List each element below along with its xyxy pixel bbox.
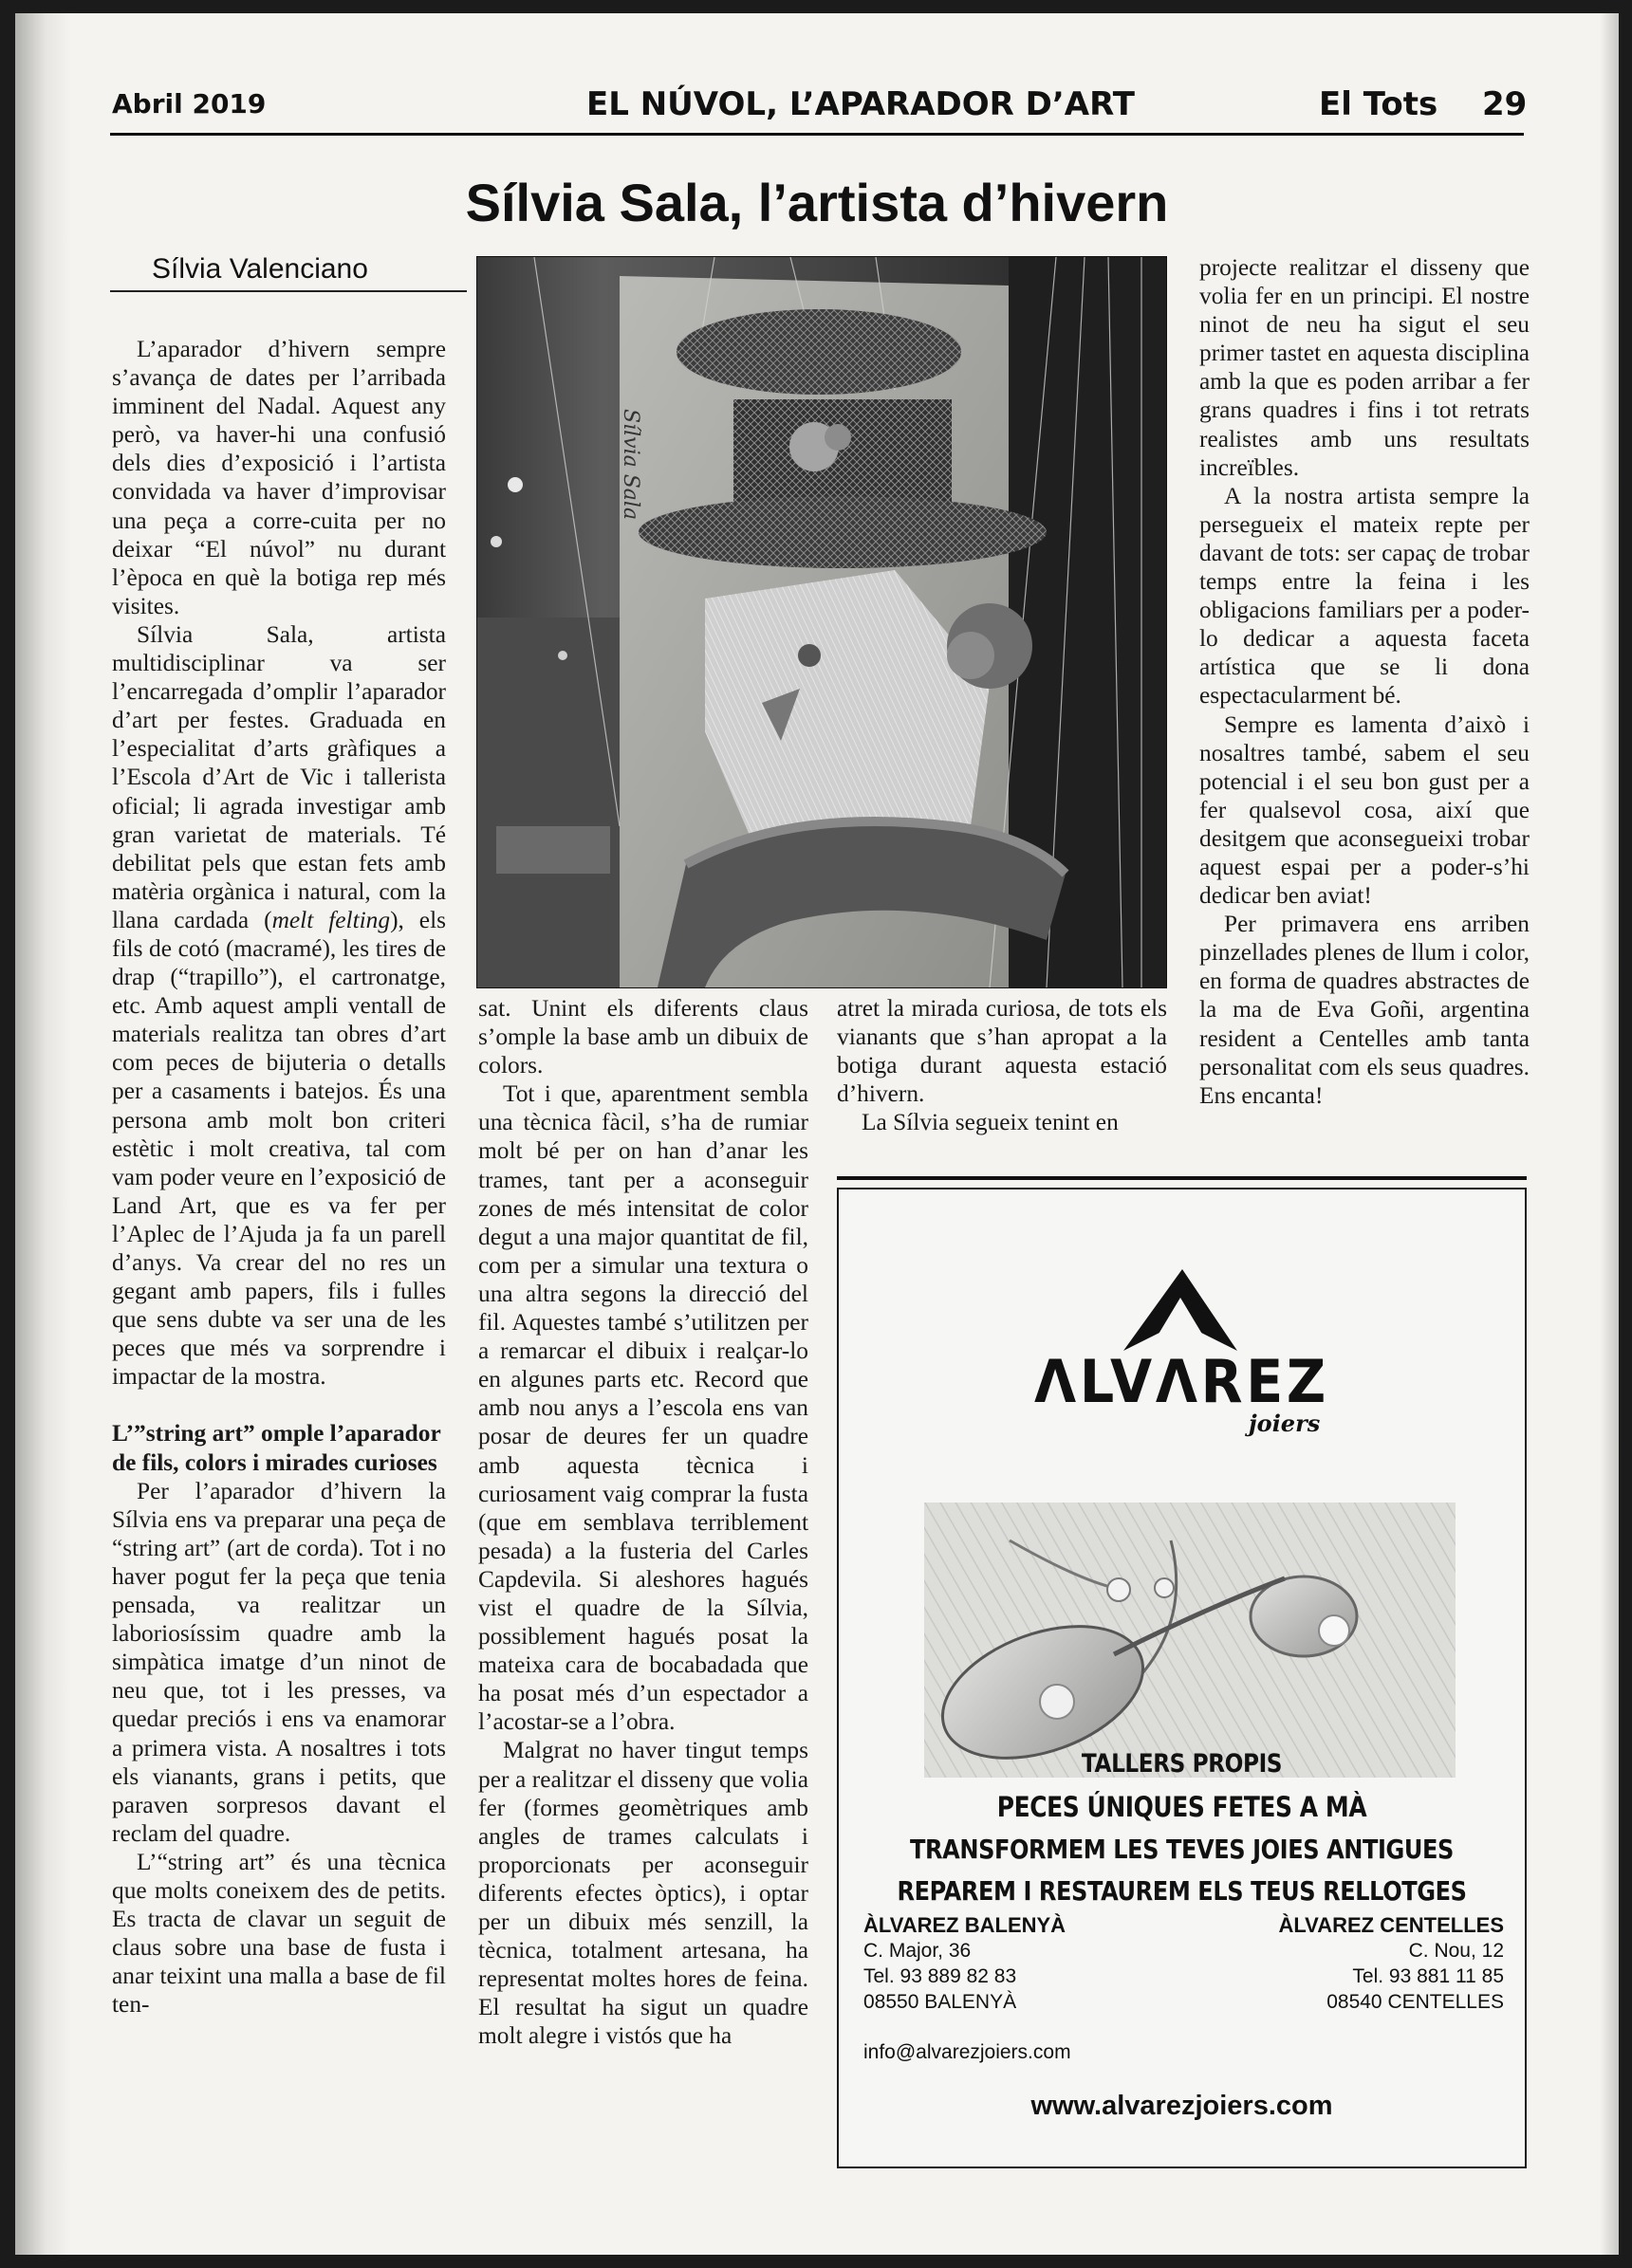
paragraph: projecte realitzar el disseny que volia fer en un principi. El nostre ninot de neu ha sigut el seu primer tastet en aquesta disciplina amb la que es poden arribar a fer grans quadres i fins i tot retrats realistes amb uns resultats increïbles. [1199, 254, 1530, 481]
article-subheading: L’”string art” omple l’aparador de fils, colors i mirades curioses [112, 1420, 441, 1476]
article-column-4 [1199, 253, 1530, 1110]
store-city: 08550 BALENYÀ [863, 1991, 1017, 2013]
paragraph: atret la mirada curiosa, de tots els vianants que s’han apropat a la botiga durant aquesta estació d’hivern. [837, 995, 1167, 1108]
store-phone: Tel. 93 889 82 83 [863, 1965, 1017, 1987]
article-photo-string-art-snowman [476, 256, 1167, 988]
article-column-3 [837, 994, 1167, 1136]
ad-tagline-3: TRANSFORMEM LES TEVES JOIES ANTIGUES [910, 1834, 1454, 1865]
page-edge-shadow [1600, 13, 1619, 2255]
paragraph: A la nostra artista sempre la persegueix el mateix repte per davant de tots: ser capaç de trobar temps entre la feina i les obligacions familiars per a poder-lo dedicar a aquesta faceta artística que se li dona espectacularment bé. [1199, 482, 1530, 710]
issue-date: Abril 2019 [112, 88, 267, 120]
emphasis-text: melt felting [271, 906, 391, 933]
paragraph: sat. Unint els diferents claus s’omple la base amb un dibuix de colors. [478, 995, 808, 1079]
store-name: ÀLVAREZ BALENYÀ [863, 1913, 1066, 1937]
header-rule [110, 133, 1524, 136]
byline-rule [110, 290, 467, 292]
article-byline: Sílvia Valenciano [152, 253, 368, 285]
section-name: El Tots [1319, 85, 1438, 123]
store-city: 08540 CENTELLES [1326, 1991, 1504, 2013]
article-headline: Sílvia Sala, l’artista d’hivern [465, 173, 1169, 232]
article-column-1 [112, 335, 446, 2019]
paragraph: Sempre es lamenta d’això i nosaltres també, sabem el seu potencial i el seu bon gust per a fer qualsevol cosa, així que desitgem que aconsegueixi trobar aquest espai per a poder-s’hi dedicar ben aviat! [1199, 710, 1530, 910]
spacer [112, 1391, 446, 1419]
paragraph: Per l’aparador d’hivern la Sílvia ens va preparar una peça de “string art” (art de corda). Tot i no haver pogut fer la peça que tenia pensada, va realitzar un laboriosíssim quadre amb la simpàtica imatge d’un ninot de neu que, tot i les presses, va quedar preciós i ens va enamorar a primera vista. A nosaltres i tots els vianants, grans i petits, que paraven sorpresos davant el reclam del quadre. [112, 1477, 446, 1847]
contact-email: info@alvarezjoiers.com [863, 2041, 1071, 2063]
paragraph: Per primavera ens arriben pinzellades plenes de llum i color, en forma de quadres abstractes de la ma de Eva Goñi, argentina resident a Centelles amb tanta personalitat com els seus quadres. Ens encanta! [1199, 911, 1530, 1109]
page-gutter-shadow [15, 13, 70, 2255]
ad-tagline-1: TALLERS PROPIS [1081, 1749, 1283, 1779]
alvarez-logo-icon [1123, 1269, 1237, 1351]
paragraph: La Sílvia segueix tenint en [862, 1109, 1119, 1136]
ad-tagline-2: PECES ÚNIQUES FETES A MÀ [996, 1791, 1367, 1823]
paragraph: Sílvia Sala, artista multidisciplinar va ser l’encarregada d’omplir l’aparador d’art per festes. Graduada en l’especialitat d’arts gràfiques a l’Escola d’Art de Vic i tallerista oficial; li agrada investigar amb gran varietat de materials. Té debilitat pels que estan fets amb matèria orgànica i natural, com la llana cardada (melt felting), els fils de cotó (macramé), les tires de drap (“trapillo”), el cartronatge, etc. Amb aquest ampli ventall de materials realitza tan obres d’art com peces de bijuteria o detalls per a casaments i batejos. És una persona amb molt bon criteri estètic i molt creativa, tal com vam poder veure en l’exposició de Land Art, que es va fer per l’Aplec de l’Ajuda ja fa un parell d’anys. Va crear del no res un gegant amb papers, fils i fulles que sens dubte va ser una de les peces que més va sorprendre i impactar de la mostra. [112, 620, 447, 1391]
paragraph: Malgrat no haver tingut temps per a realitzar el disseny que volia fer (formes geomètriques amb angles de trames calculats i proporcionats per aconseguir diferents efectes òptics), i optar per un dibuix més senzill, la tècnica, totalment artesana, ha representat moltes hores de feina. El resultat ha sigut un quadre molt alegre i vistós que ha [478, 1737, 808, 2050]
store-phone: Tel. 93 881 11 85 [1352, 1965, 1504, 1987]
store-address-centelles [1278, 1912, 1504, 2015]
store-street: C. Nou, 12 [1408, 1940, 1504, 1962]
paragraph: Tot i que, aparentment sembla una tècnica fàcil, s’ha de rumiar molt bé per on han d’anar les trames, tant per a aconseguir zones de més intensitat de color degut a una major quantitat de fil, com per a simular una textura o una altra segons la direcció del fil. Aquestes també s’utilitzen per a remarcar el dibuix i realçar-lo en algunes parts etc. Record que amb nou anys a l’escola ens van posar de deures fer un quadre amb aquesta tècnica i curiosament vaig comprar la fusta (que em semblava terriblement pesada) a la fusteria del Carles Capdevila. Si aleshores hagués vist el quadre de la Sílvia, possiblement hagués posat la mateixa cara de bocabadada que ha posat més d’un espectador a l’acostar-se a l’obra. [478, 1080, 808, 1736]
website-url: www.alvarezjoiers.com [1030, 2091, 1333, 2121]
alvarez-joiers-advertisement [837, 1188, 1527, 2168]
ad-tagline-4: REPAREM I RESTAUREM ELS TEUS RELLOTGES [897, 1875, 1467, 1907]
artist-signature: Sílvia Sala [619, 409, 642, 521]
ad-top-rule [837, 1176, 1527, 1180]
brand-logo-text: ΛLVΛREZ [1034, 1347, 1329, 1416]
publication-title: EL NÚVOL, L’APARADOR D’ART [586, 85, 1135, 123]
store-address-balenya [863, 1912, 1066, 2015]
article-column-2 [478, 994, 808, 2050]
paragraph: L’“string art” és una tècnica que molts coneixem des de petits. Es tracta de clavar un seguit de claus sobre una base de fusta i anar teixint una malla a base de fil ten- [112, 1848, 446, 2019]
store-street: C. Major, 36 [863, 1940, 972, 1962]
string-art-snowman-image [477, 257, 1166, 987]
paragraph: L’aparador d’hivern sempre s’avança de dates per l’arribada imminent del Nadal. Aquest any però, va haver-hi una confusió dels dies d’exposició i l’artista convidada va haver d’improvisar una peça a corre-cuita per no deixar “El núvol” nu durant l’època en què la botiga rep més visites. [112, 336, 446, 619]
brand-logo-subtext: joiers [1249, 1410, 1321, 1437]
page-number: 29 [1482, 85, 1528, 123]
store-name: ÀLVAREZ CENTELLES [1278, 1913, 1504, 1937]
